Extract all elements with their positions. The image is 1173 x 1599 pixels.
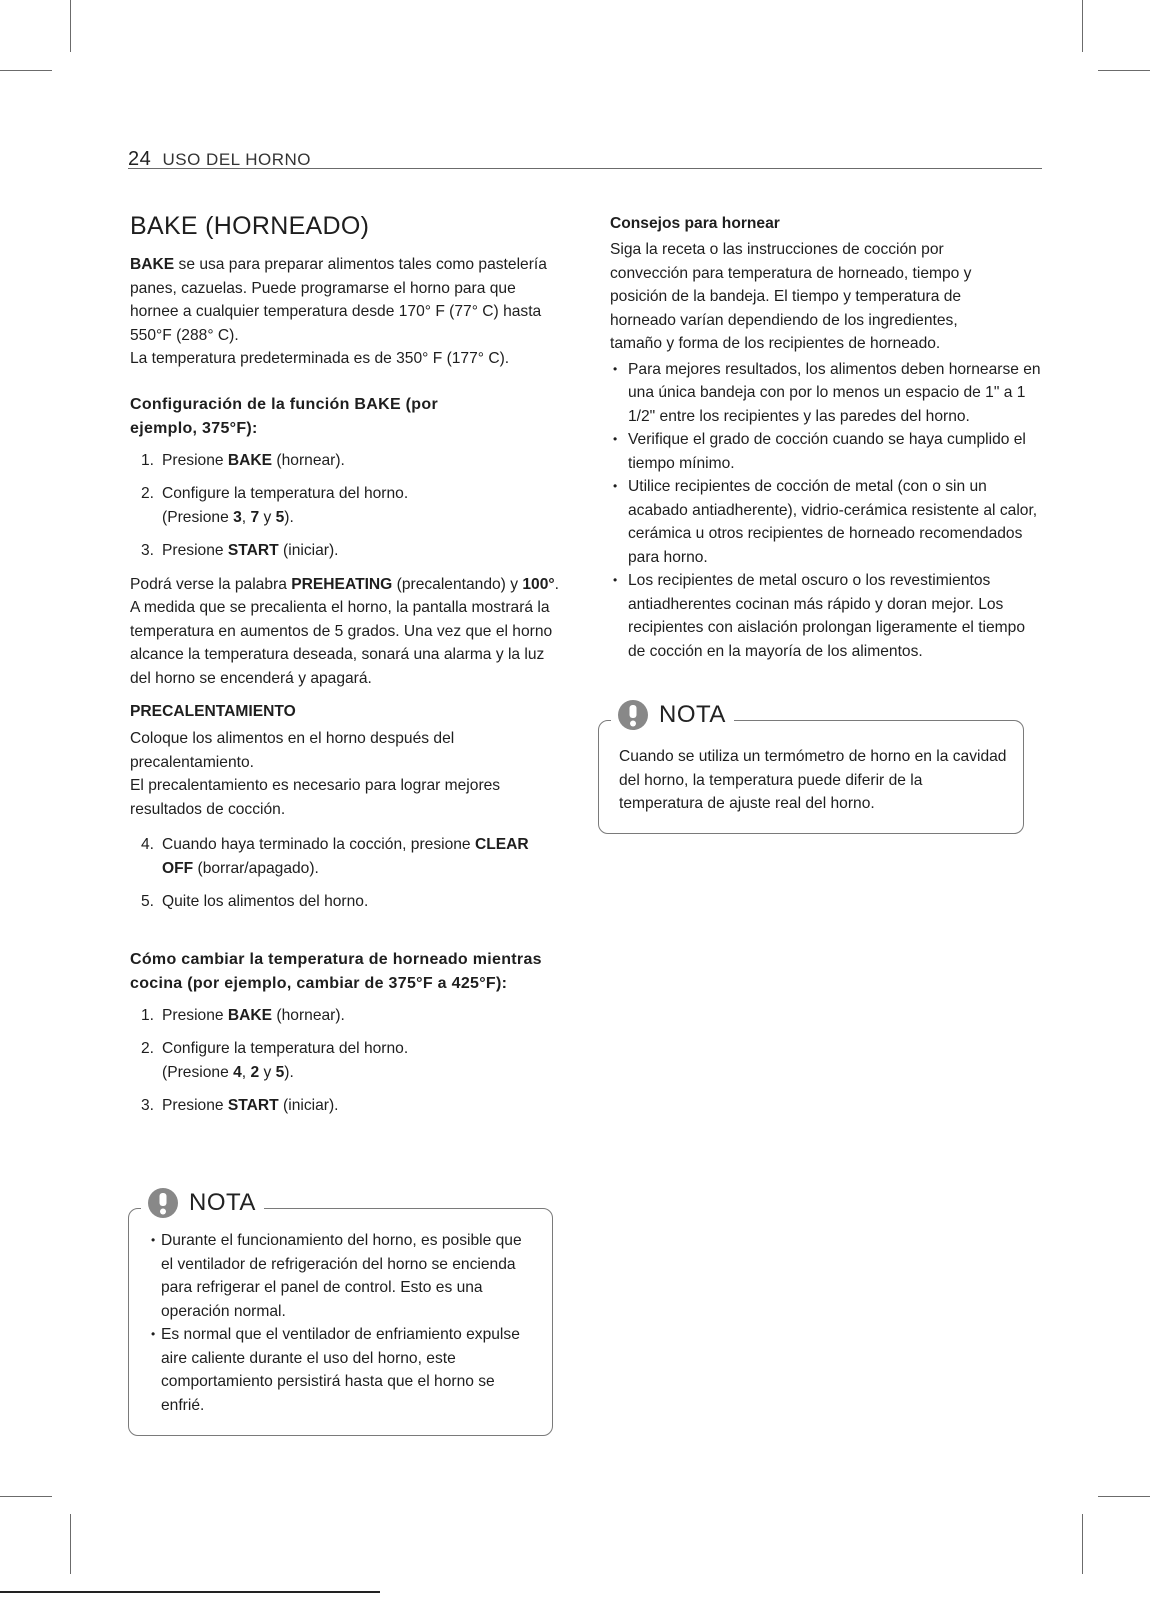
list-item: • Verifique el grado de cocción cuando se haya cumplido el tiempo mínimo. <box>610 428 1042 475</box>
list-item: 3. Presione START (iniciar). <box>141 542 339 559</box>
crop-mark <box>1098 70 1150 71</box>
precal-text-1: Coloque los alimentos en el horno después del precalentamiento. <box>130 730 455 771</box>
list-item: 4. Cuando haya terminado la cocción, presione CLEAR OFF (borrar/apagado). <box>141 836 529 877</box>
precal-heading: PRECALENTAMIENTO <box>130 703 296 720</box>
right-column <box>610 212 1042 663</box>
finish-steps <box>130 833 560 914</box>
list-item: • Utilice recipientes de cocción de metal (con o sin un acabado antiadherente), vidrio-cerámica resistente al calor, cerámica u otros recipientes de horneado recomendados para horno. <box>610 475 1042 569</box>
crop-mark <box>70 0 71 52</box>
tips-list <box>610 358 1042 664</box>
change-steps <box>130 1004 560 1118</box>
nota-box-right <box>598 701 1024 834</box>
intro-bold: BAKE <box>130 256 175 273</box>
crop-mark <box>0 70 52 71</box>
list-item: 2. Configure la temperatura del horno. (Presione 3, 7 y 5). <box>141 485 409 526</box>
list-item: 1. Presione BAKE (hornear). <box>141 451 345 469</box>
list-item: • Los recipientes de metal oscuro o los revestimientos antiadherentes cocinan más rápido y doran mejor. Los recipientes con aislación prolongan ligeramente el tiempo de cocción en la mayoría de los alimentos. <box>610 569 1042 663</box>
config-steps <box>130 449 560 563</box>
list-item: • Es normal que el ventilador de enfriamiento expulse aire caliente durante el uso del horno, este comportamiento persistirá hasta que el horno se enfrié. <box>149 1323 536 1417</box>
page-header <box>128 148 1042 169</box>
nota-title: NOTA <box>611 699 734 731</box>
preheat-paragraph: Podrá verse la palabra PREHEATING (precalentando) y 100°. <box>130 575 559 593</box>
crop-mark <box>1082 0 1083 52</box>
nota-title: NOTA <box>141 1187 264 1219</box>
page-title: BAKE (HORNEADO) <box>130 212 370 240</box>
config-heading: Configuración de la función BAKE (por ejemplo, 375°F): <box>130 395 438 437</box>
nota-box-left <box>128 1189 553 1436</box>
list-item: 2. Configure la temperatura del horno. (Presione 4, 2 y 5). <box>141 1040 409 1081</box>
nota-list <box>149 1229 536 1417</box>
precal-text-2: El precalentamiento es necesario para lograr mejores resultados de cocción. <box>130 777 501 818</box>
page-number: 24 <box>128 148 152 170</box>
warning-icon <box>147 1187 179 1219</box>
list-item: 3. Presione START (iniciar). <box>141 1097 339 1114</box>
intro-text: se usa para preparar alimentos tales como pastelería panes, cazuelas. Puede programarse el horno para que hornee a cualquier temperatura desde 170° F (77° C) hasta 550°F (288° C). <box>130 256 547 344</box>
list-item: • Durante el funcionamiento del horno, es posible que el ventilador de refrigeración del horno se encienda para refrigerar el panel de control. Esto es una operación normal. <box>149 1229 536 1323</box>
list-item: 1. Presione BAKE (hornear). <box>141 1006 345 1024</box>
warning-icon <box>617 699 649 731</box>
tips-heading: Consejos para hornear <box>610 215 780 232</box>
crop-mark <box>1082 1514 1083 1574</box>
change-heading: Cómo cambiar la temperatura de horneado mientras cocina (por ejemplo, cambiar de 375°F a 425°F): <box>130 950 542 992</box>
section-title: USO DEL HORNO <box>162 150 311 169</box>
crop-mark <box>1098 1496 1150 1497</box>
list-item: 5. Quite los alimentos del horno. <box>141 893 369 910</box>
intro-paragraph <box>130 253 560 347</box>
crop-mark <box>0 1496 52 1497</box>
crop-mark <box>70 1514 71 1574</box>
tips-intro: Siga la receta o las instrucciones de cocción por convección para temperatura de horneado, tiempo y posición de la bandeja. El tiempo y temperatura de horneado varían dependiendo de los ingredientes, tamaño y forma de los recipientes de horneado. <box>610 241 972 352</box>
preheat-description: A medida que se precalienta el horno, la pantalla mostrará la temperatura en aumentos de 5 grados. Una vez que el horno alcance la temperatura deseada, sonará una alarma y la luz del horno se encenderá y apagará. <box>130 599 553 687</box>
left-column <box>130 212 560 1118</box>
nota-text: Cuando se utiliza un termómetro de horno en la cavidad del horno, la temperatura puede diferir de la temperatura de ajuste real del horno. <box>619 748 1007 812</box>
intro-default: La temperatura predeterminada es de 350° F (177° C). <box>130 350 510 367</box>
list-item: • Para mejores resultados, los alimentos deben hornearse en una única bandeja con por lo menos un espacio de 1" a 1 1/2" entre los recipientes y las paredes del horno. <box>610 358 1042 429</box>
bottom-rule <box>0 1591 380 1593</box>
